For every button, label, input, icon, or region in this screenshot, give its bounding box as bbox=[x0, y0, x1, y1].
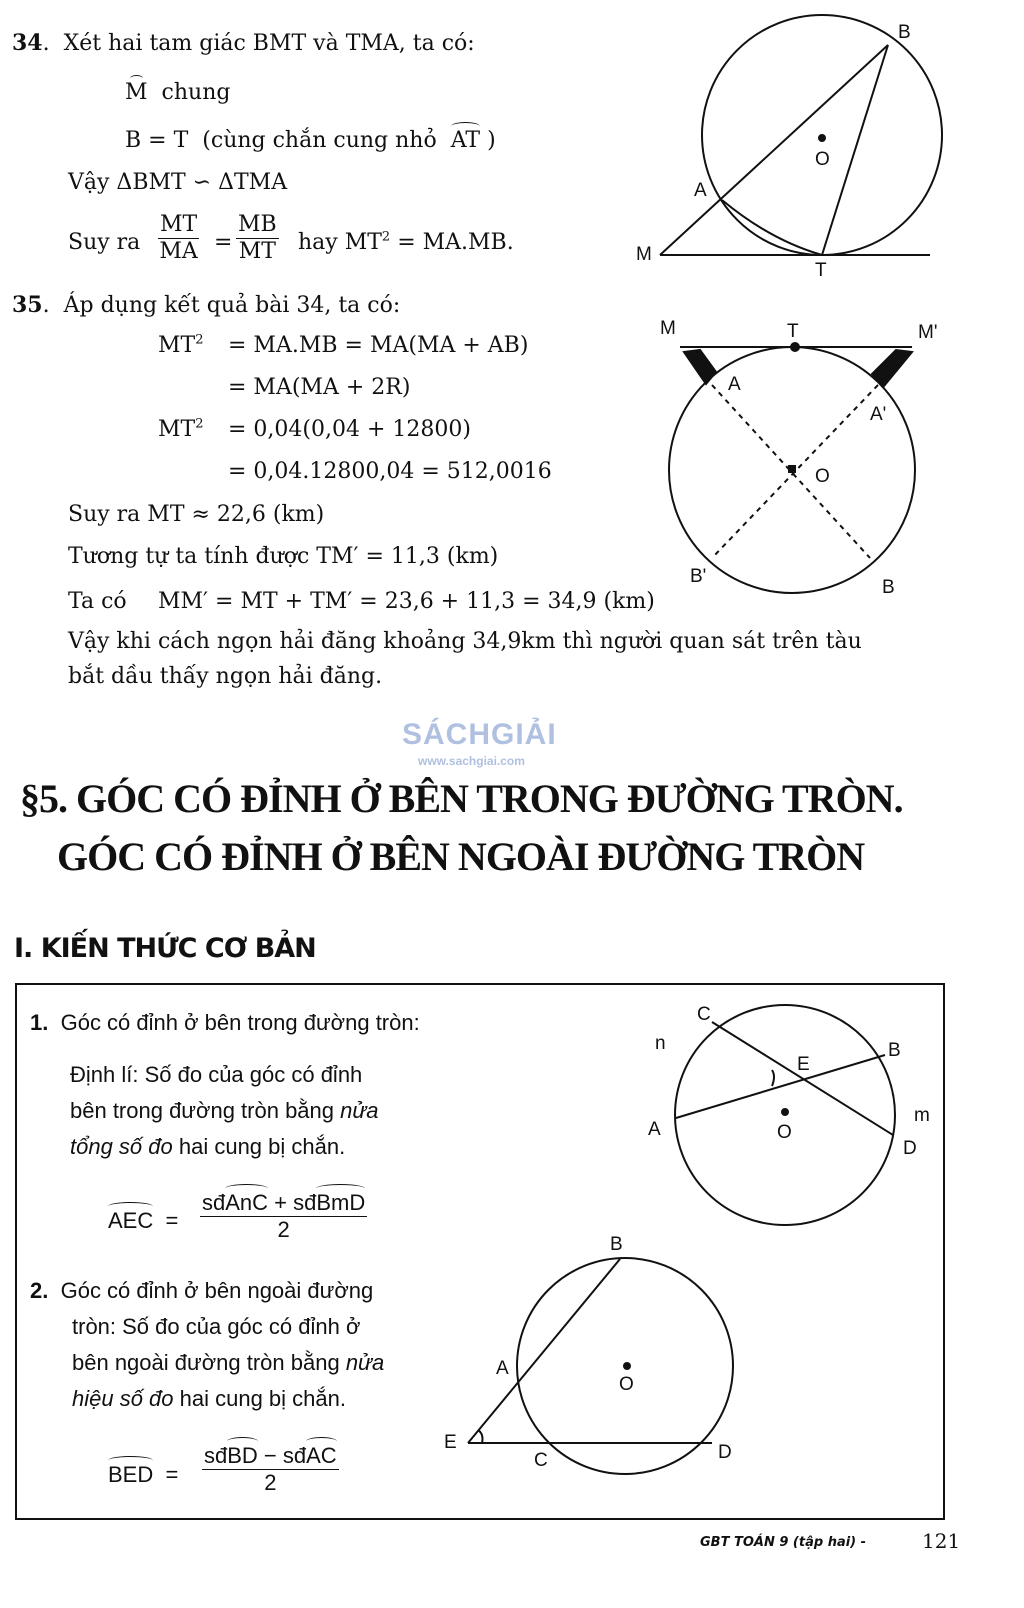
text: Góc có đỉnh ở bên trong đường tròn: bbox=[60, 1010, 420, 1035]
label-n: n bbox=[655, 1033, 666, 1054]
label-c: C bbox=[697, 1004, 711, 1025]
ex35-line6: Tương tự ta tính được TM′ = 11,3 (km) bbox=[68, 544, 499, 569]
page-number: 121 bbox=[922, 1529, 961, 1553]
label-a: A bbox=[496, 1358, 509, 1379]
eq: = bbox=[165, 1462, 179, 1487]
label-m: M bbox=[636, 244, 652, 265]
figure-ex35 bbox=[660, 318, 937, 598]
label-t: T bbox=[787, 321, 799, 342]
text: − sđ bbox=[257, 1443, 307, 1468]
superscript: 2 bbox=[195, 332, 204, 348]
center-dot bbox=[789, 466, 795, 472]
figure-ex34 bbox=[636, 15, 942, 281]
watermark-logo: SÁCHGIẢI bbox=[402, 718, 557, 751]
arc-bmd: BmD bbox=[316, 1190, 366, 1215]
item-number: 2. bbox=[30, 1278, 49, 1303]
ex35-line7a: Ta có bbox=[68, 589, 127, 614]
text: sđ bbox=[202, 1190, 226, 1215]
separator: . bbox=[42, 31, 64, 56]
text: sđ bbox=[204, 1443, 228, 1468]
superscript: 2 bbox=[381, 229, 391, 245]
label-o: O bbox=[815, 466, 830, 487]
ship-icon bbox=[872, 350, 912, 386]
superscript: 2 bbox=[195, 416, 204, 432]
text: ) bbox=[487, 128, 496, 153]
text: Góc có đỉnh ở bên ngoài đường bbox=[60, 1278, 374, 1303]
angle-t: T bbox=[173, 128, 189, 153]
emphasis: nửa bbox=[340, 1098, 379, 1123]
lighthouse-point bbox=[791, 343, 799, 351]
angle-mark bbox=[478, 1430, 483, 1443]
label-a-prime: A' bbox=[870, 404, 887, 425]
denominator: MA bbox=[159, 239, 198, 264]
label-b: B bbox=[898, 22, 911, 43]
label-m: m bbox=[914, 1105, 930, 1126]
ship-icon bbox=[684, 350, 716, 384]
arc-anc: AnC bbox=[225, 1190, 269, 1215]
emphasis: hiệu số đo bbox=[72, 1386, 174, 1411]
eq: = bbox=[165, 1208, 179, 1233]
label-b: B bbox=[882, 577, 895, 598]
eq: = bbox=[214, 230, 233, 255]
figure-outside-angle bbox=[444, 1234, 733, 1474]
angle-b: B bbox=[125, 128, 142, 153]
text: bên trong đường tròn bằng bbox=[70, 1098, 341, 1123]
numerator: MT bbox=[160, 212, 198, 237]
denominator: MT bbox=[238, 239, 276, 264]
ex34-suyra: Suy ra bbox=[68, 230, 141, 255]
label-m-prime: M' bbox=[918, 322, 938, 343]
text: hai cung bị chắn. bbox=[172, 1134, 346, 1159]
center-dot bbox=[819, 135, 825, 141]
text: + sđ bbox=[268, 1190, 317, 1215]
numerator: MB bbox=[238, 212, 277, 237]
denominator: 2 bbox=[277, 1217, 290, 1242]
exercise-number: 34 bbox=[12, 30, 43, 56]
ex35-line8: Vậy khi cách ngọn hải đăng khoảng 34,9km thì người quan sát trên tàu bbox=[68, 629, 862, 654]
secant-eb bbox=[468, 1259, 620, 1443]
eq: = bbox=[148, 128, 167, 153]
text: (cùng chắn cung nhỏ bbox=[202, 128, 437, 153]
ex34-intro: Xét hai tam giác BMT và TMA, ta có: bbox=[63, 31, 475, 56]
ex35-eq2: = MA(MA + 2R) bbox=[228, 375, 411, 400]
ex35-intro: Áp dụng kết quả bài 34, ta có: bbox=[63, 293, 401, 318]
label-a: A bbox=[694, 180, 707, 201]
arc-at: AT bbox=[450, 128, 481, 153]
item-number: 1. bbox=[30, 1010, 49, 1035]
ex35-eq1: = MA.MB = MA(MA + AB) bbox=[228, 333, 529, 358]
ex35-eq3: = 0,04(0,04 + 12800) bbox=[228, 417, 471, 442]
item1-line1: Định lí: Số đo của góc có đỉnh bbox=[70, 1062, 363, 1087]
label-b-prime: B' bbox=[690, 566, 707, 587]
label-o: O bbox=[815, 149, 830, 170]
subsection-heading: I. KIẾN THỨC CƠ BẢN bbox=[14, 933, 316, 964]
denominator: 2 bbox=[264, 1470, 277, 1495]
label-b: B bbox=[610, 1234, 623, 1255]
arc-bd: BD bbox=[227, 1443, 258, 1468]
angle-m: M bbox=[125, 80, 148, 105]
emphasis: tổng số đo bbox=[70, 1134, 173, 1159]
label-a: A bbox=[728, 374, 741, 395]
arc-bed: BED bbox=[108, 1462, 154, 1487]
section-title-line1: §5. GÓC CÓ ĐỈNH Ở BÊN TRONG ĐƯỜNG TRÒN. bbox=[20, 776, 903, 821]
text: hay MT bbox=[298, 230, 382, 255]
section-title-line2: GÓC CÓ ĐỈNH Ở BÊN NGOÀI ĐƯỜNG TRÒN bbox=[57, 834, 865, 879]
center-dot bbox=[624, 1363, 630, 1369]
watermark-url: www.sachgiai.com bbox=[418, 754, 525, 768]
label-e: E bbox=[797, 1054, 810, 1075]
label-o: O bbox=[777, 1122, 792, 1143]
ex35-line9: bắt dầu thấy ngọn hải đăng. bbox=[68, 664, 383, 689]
label-o: O bbox=[619, 1374, 634, 1395]
label-d: D bbox=[903, 1138, 917, 1159]
ex35-eq4: = 0,04.12800,04 = 512,0016 bbox=[228, 459, 552, 484]
ex34-line3: Vậy ΔBMT ∽ ΔTMA bbox=[68, 170, 288, 195]
text: hai cung bị chắn. bbox=[173, 1386, 346, 1411]
arc-aec: AEC bbox=[108, 1208, 154, 1233]
secant-mb bbox=[660, 45, 888, 255]
label-t: T bbox=[815, 260, 827, 281]
label-a: A bbox=[648, 1119, 661, 1140]
text: bên ngoài đường tròn bằng bbox=[72, 1350, 346, 1375]
footer-book-title: GBT TOÁN 9 (tập hai) - bbox=[700, 1535, 867, 1550]
label-b: B bbox=[888, 1040, 901, 1061]
separator: . bbox=[42, 293, 64, 318]
text: MT bbox=[158, 417, 196, 442]
label-m: M bbox=[660, 318, 676, 339]
text: = MA.MB. bbox=[390, 230, 514, 255]
ex35-line7b: MM′ = MT + TM′ = 23,6 + 11,3 = 34,9 (km) bbox=[158, 589, 655, 614]
text: chung bbox=[161, 80, 231, 105]
item2-line2: tròn: Số đo của góc có đỉnh ở bbox=[72, 1314, 361, 1339]
arc-ac: AC bbox=[306, 1443, 337, 1468]
figure-inside-angle bbox=[648, 1004, 930, 1225]
exercise-number: 35 bbox=[12, 292, 43, 318]
label-e: E bbox=[444, 1432, 457, 1453]
text: MT bbox=[158, 333, 196, 358]
label-c: C bbox=[534, 1450, 548, 1471]
angle-mark bbox=[772, 1070, 774, 1086]
chord-at bbox=[722, 200, 822, 255]
emphasis: nửa bbox=[345, 1350, 385, 1375]
ex35-line5: Suy ra MT ≈ 22,6 (km) bbox=[68, 502, 325, 527]
center-dot bbox=[782, 1109, 788, 1115]
label-d: D bbox=[718, 1442, 732, 1463]
